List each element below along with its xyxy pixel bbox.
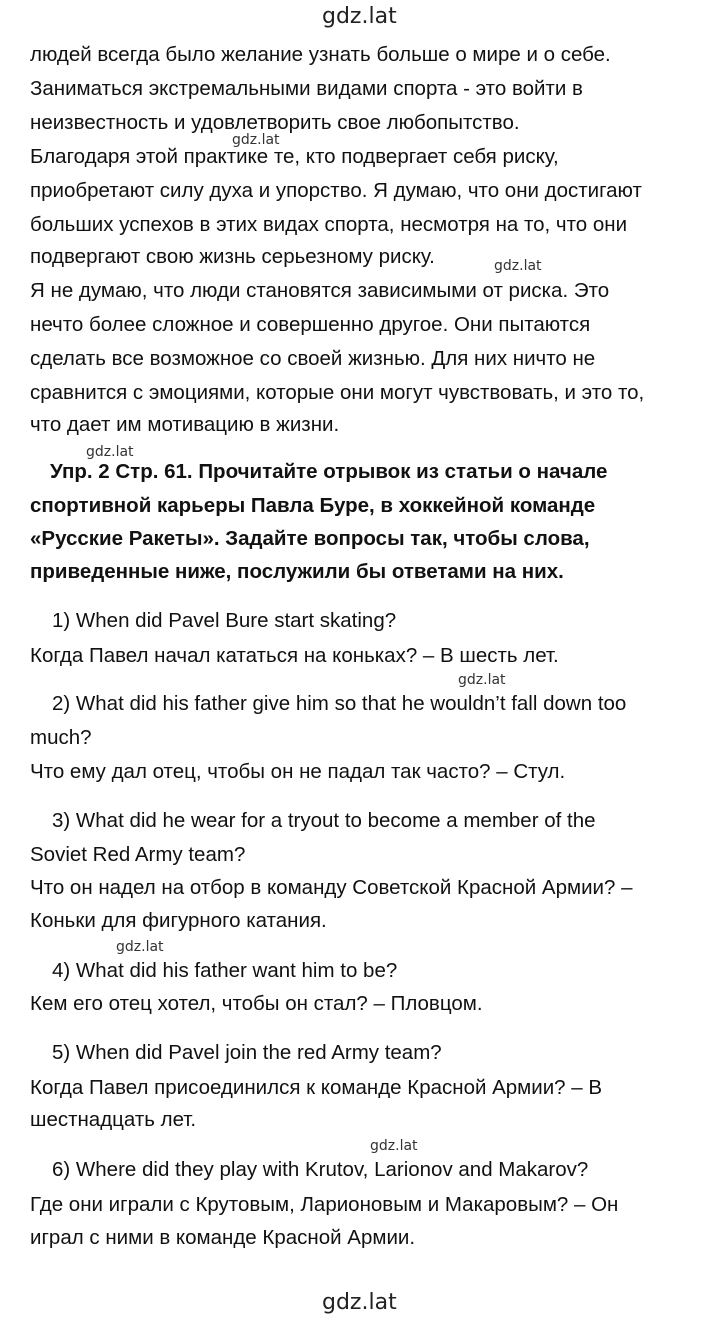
answer-line: Где они играли с Крутовым, Ларионовым и Макаровым? – Он [30,1193,619,1216]
question-line: 6) Where did they play with Krutov, Larionov and Makarov? [52,1158,589,1181]
answer-line: Коньки для фигурного катания. [30,909,327,932]
watermark-inline: gdz.lat [494,258,542,274]
paragraph-line: сделать все возможное со своей жизнью. Для них ничто не [30,347,596,370]
question-line: Soviet Red Army team? [30,843,246,866]
answer-line: Когда Павел присоединился к команде Красной Армии? – В [30,1076,603,1099]
task-line: приведенные ниже, послужили бы ответами на них. [30,560,564,583]
task-line: «Русские Ракеты». Задайте вопросы так, чтобы слова, [30,527,590,550]
paragraph-line: неизвестность и удовлетворить свое любопытство. [30,111,520,134]
paragraph-line: Я не думаю, что люди становятся зависимыми от риска. Это [30,279,610,302]
watermark-inline: gdz.lat [458,672,506,688]
watermark-top: gdz.lat [322,4,397,29]
question-line: 1) When did Pavel Bure start skating? [52,609,397,632]
task-line: спортивной карьеры Павла Буре, в хоккейной команде [30,494,596,517]
paragraph-line: приобретают силу духа и упорство. Я думаю, что они достигают [30,179,642,202]
question-line: 3) What did he wear for a tryout to become a member of the [52,809,596,832]
paragraph-line: что дает им мотивацию в жизни. [30,413,340,436]
paragraph-line: Заниматься экстремальными видами спорта - это войти в [30,77,583,100]
watermark-inline: gdz.lat [116,939,164,955]
answer-line: Кем его отец хотел, чтобы он стал? – Пловцом. [30,992,483,1015]
answer-line: Когда Павел начал кататься на коньках? – В шесть лет. [30,644,559,667]
watermark-inline: gdz.lat [370,1138,418,1154]
answer-line: Что он надел на отбор в команду Советской Красной Армии? – [30,876,633,899]
paragraph-line: больших успехов в этих видах спорта, несмотря на то, что они [30,213,628,236]
paragraph-line: людей всегда было желание узнать больше о мире и о себе. [30,43,611,66]
question-line: 4) What did his father want him to be? [52,959,398,982]
question-line: 5) When did Pavel join the red Army team? [52,1041,442,1064]
watermark-inline: gdz.lat [86,444,134,460]
watermark-bottom: gdz.lat [322,1290,397,1315]
question-line: 2) What did his father give him so that he wouldn’t fall down too [52,692,627,715]
paragraph-line: подвергают свою жизнь серьезному риску. [30,245,435,268]
answer-line: шестнадцать лет. [30,1108,197,1131]
paragraph-line: Благодаря этой практике те, кто подвергает себя риску, [30,145,559,168]
watermark-inline: gdz.lat [232,132,280,148]
task-line: Упр. 2 Стр. 61. Прочитайте отрывок из статьи о начале [50,460,608,483]
answer-line: Что ему дал отец, чтобы он не падал так часто? – Стул. [30,760,566,783]
paragraph-line: нечто более сложное и совершенно другое. Они пытаются [30,313,591,336]
paragraph-line: сравнится с эмоциями, которые они могут чувствовать, и это то, [30,381,645,404]
question-line: much? [30,726,92,749]
answer-line: играл с ними в команде Красной Армии. [30,1226,416,1249]
